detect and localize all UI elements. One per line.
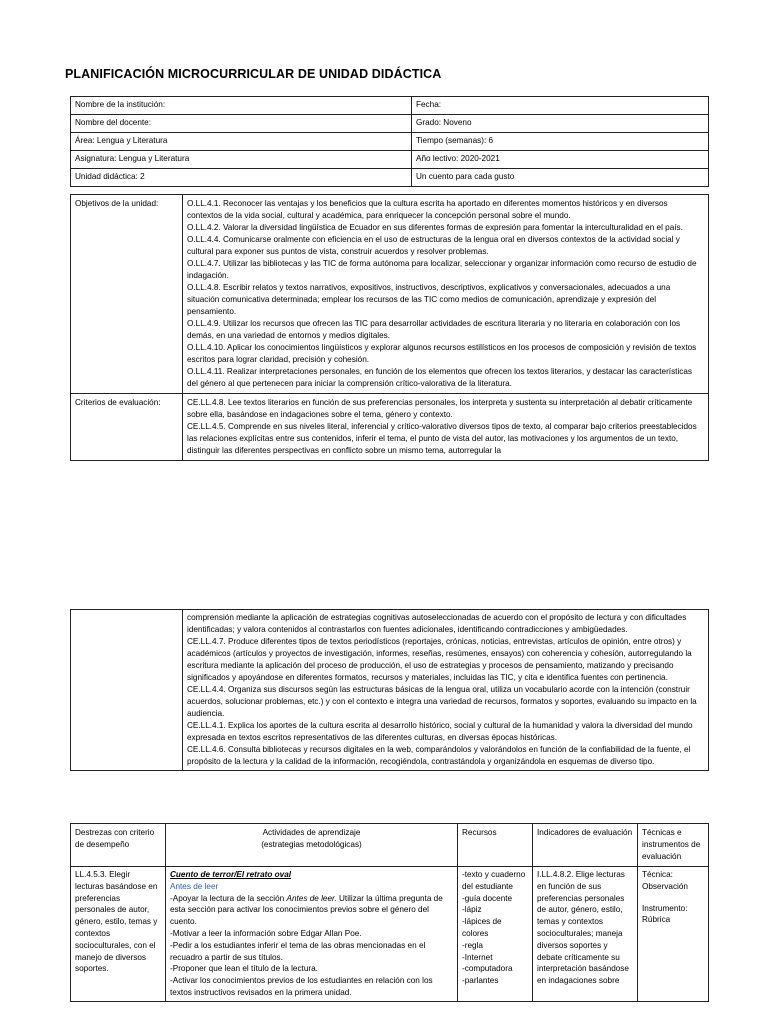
activity-line: -Pedir a los estudiantes inferir el tema de las obras mencionadas en el recuadro a partir de sus títulos. (170, 940, 426, 962)
resource-item: -lápiz (462, 905, 482, 915)
criteria-item: comprensión mediante la aplicación de estrategias cognitivas autoseleccionadas de acuerdo con el propósito de lectura y con dificultades identificadas; y valora contenidos al contrastarlos con fuentes adicionales, identificando contradicciones y ambigüedades. (187, 613, 687, 634)
criteria-label: Criterios de evaluación: (71, 394, 183, 461)
technique-label: Técnica: (642, 870, 673, 879)
time-cell: Tiempo (semanas): 6 (412, 133, 709, 151)
school-year-cell: Año lectivo: 2020-2021 (412, 151, 709, 169)
objective-item: O.LL.4.10. Aplicar los conocimientos lingüísticos y explorar algunos recursos estilísticos en los procesos de composición y revisión de textos escritos para lograr claridad, precisión y cohesión. (187, 343, 697, 364)
table-row (71, 867, 709, 1002)
grade-cell: Grado: Noveno (412, 115, 709, 133)
activity-line: -Motivar a leer la información sobre Edgar Allan Poe. (170, 928, 362, 938)
table-row (71, 394, 709, 461)
table-row (71, 169, 709, 187)
empty-label-cell (71, 610, 183, 771)
objectives-table (70, 194, 709, 461)
objective-item: O.LL.4.7. Utilizar las bibliotecas y las TIC de forma autónoma para localizar, seleccionar y organizar información como recurso de estudio de indagación. (187, 259, 697, 280)
resource-item: -guía docente (462, 893, 513, 903)
objective-item: O.LL.4.1. Reconocer las ventajas y los beneficios que la cultura escrita ha aportado en diferentes momentos históricos y en diversos contextos de la vida social, cultural y académica, para enriquecer la concepción personal sobre el mundo. (187, 199, 668, 220)
objective-item: O.LL.4.8. Escribir relatos y textos narrativos, expositivos, instructivos, descriptivos, explicativos y conversacionales, adecuados a una situación comunicativa determinada; emplear los recursos de las TIC como medios de comunicación, aprendizaje y expresión del pensamiento. (187, 283, 671, 316)
activity-subtitle: Antes de leer (170, 881, 219, 891)
objectives-label: Objetivos de la unidad: (71, 195, 183, 394)
header-actividades-line1: Actividades de aprendizaje (262, 828, 361, 837)
criteria-item: CE.LL.4.7. Produce diferentes tipos de textos periodísticos (reportajes, crónicas, noticias, entrevistas, artículos de opinión, entre otros) y académicos (artículos y proyectos de investigación, informes, reseñas, resúmenes, ensayos) con coherencia y cohesión, autorregulando la escritura mediante la aplicación del proceso de producción, el uso de estrategias y procesos de pensamiento, matizando y precisando significados y apoyándose en diferentes formatos, recursos y materiales, incluidas las TIC, y cita e identifica fuentes con pertinencia. (187, 637, 692, 682)
activity-line-emphasis: Antes de leer. (286, 893, 337, 903)
header-indicadores: Indicadores de evaluación (533, 824, 638, 867)
objective-item: O.LL.4.9. Utilizar los recursos que ofrecen las TIC para desarrollar actividades de escritura literaria y no literaria en colaboración con los demás, en una variedad de entornos y medios digitales. (187, 319, 681, 340)
resource-item: -parlantes (462, 976, 499, 986)
resource-item: -lápices de colores (462, 917, 502, 938)
criteria-continued-table (70, 609, 709, 771)
instrument-label: Instrumento: (642, 903, 688, 913)
header-tecnicas: Técnicas e instrumentos de evaluación (638, 824, 709, 867)
resource-item: -regla (462, 940, 483, 950)
table-row (71, 610, 709, 771)
header-actividades-line2: (estrategias metodológicas) (261, 840, 362, 849)
tecnicas-cell (638, 867, 709, 1002)
page-title: PLANIFICACIÓN MICROCURRICULAR DE UNIDAD DIDÁCTICA (65, 67, 442, 81)
activity-line: -Activar los conocimientos previos de los estudiantes en relación con los textos instructivos revisados en la primera unidad. (170, 976, 433, 997)
activity-line-text: Utilizar la última pregunta de esta sección para activar los conocimientos previos sobre el género del cuento. (170, 893, 443, 927)
activity-title: Cuento de terror/El retrato oval (170, 870, 292, 879)
subject-cell: Asignatura: Lengua y Literatura (71, 151, 412, 169)
criteria-continued-cell (183, 610, 709, 771)
activities-table (70, 823, 709, 1002)
criteria-item: CE.LL.4.6. Consulta bibliotecas y recursos digitales en la web, comparándolos y valorándolos en función de la confiabilidad de la fuente, el propósito de la lectura y la calidad de la información, recogiéndola, contrastándola y organizándola en esquemas de diverso tipo. (187, 745, 691, 766)
activity-line: -Proponer que lean el título de la lectura. (170, 964, 318, 974)
technique-value: Observación (642, 881, 688, 891)
table-row (71, 97, 709, 115)
table-row (71, 133, 709, 151)
date-cell: Fecha: (412, 97, 709, 115)
objective-item: O.LL.4.11. Realizar interpretaciones personales, en función de los elementos que ofrecen los textos literarios, y destacar las características del género al que pertenecen para iniciar la comprensión crítico-valorativa de la literatura. (187, 367, 693, 388)
criteria-item: CE.LL.4.8. Lee textos literarios en función de sus preferencias personales, los interpreta y sustenta su interpretación al debatir críticamente sobre ella, basándose en indagaciones sobre el tema, género y contexto. (187, 398, 693, 419)
unit-cell: Unidad didáctica: 2 (71, 169, 412, 187)
spacer (642, 893, 704, 903)
table-row (71, 151, 709, 169)
table-row (71, 115, 709, 133)
area-cell: Área: Lengua y Literatura (71, 133, 412, 151)
resource-item: -computadora (462, 964, 513, 974)
info-table (70, 96, 709, 187)
resource-item: -texto y cuaderno del estudiante (462, 870, 526, 891)
header-recursos: Recursos (458, 824, 533, 867)
header-actividades (166, 824, 458, 867)
indicador-cell: I.LL.4.8.2. Elige lecturas en función de sus preferencias personales de autor, género, estilo, temas y contextos socioculturales; maneja diversos soportes y debate críticamente su interpretación basándose en indagaciones sobre (533, 867, 638, 1002)
resource-item: -Internet (462, 952, 493, 962)
activity-line-text: -Apoyar la lectura de la sección (170, 893, 287, 903)
actividad-cell (166, 867, 458, 1002)
recursos-cell (458, 867, 533, 1002)
activity-line (170, 893, 453, 928)
teacher-cell: Nombre del docente: (71, 115, 412, 133)
criteria-item: CE.LL.4.5. Comprende en sus niveles literal, inferencial y crítico-valorativo diversos tipos de texto, al comparar bajo criterios preestablecidos las relaciones explícitas entre sus contenidos, inferir el tema, el punto de vista del autor, las motivaciones y los argumentos de un texto, distinguir las diferentes perspectivas en conflicto sobre un mismo tema, autorregular la (187, 422, 697, 455)
destreza-cell: LL.4.5.3. Elegir lecturas basándose en preferencias personales de autor, género, estilo, temas y contextos socioculturales, con el manejo de diversos soportes. (71, 867, 166, 1002)
objective-item: O.LL.4.2. Valorar la diversidad lingüística de Ecuador en sus diferentes formas de expresión para fomentar la interculturalidad en el país. (187, 223, 683, 232)
header-destrezas: Destrezas con criterio de desempeño (71, 824, 166, 867)
criteria-cell (183, 394, 709, 461)
institution-cell: Nombre de la institución: (71, 97, 412, 115)
criteria-item: CE.LL.4.1. Explica los aportes de la cultura escrita al desarrollo histórico, social y cultural de la humanidad y valora la diversidad del mundo expresada en textos escritos representativos de las diferentes culturas, en diversas épocas históricas. (187, 721, 693, 742)
instrument-value: Rúbrica (642, 915, 671, 925)
objective-item: O.LL.4.4. Comunicarse oralmente con eficiencia en el uso de estructuras de la lengua oral en diversos contextos de la actividad social y cultural para exponer sus puntos de vista, construir acuerdos y resolver problemas. (187, 235, 680, 256)
header-row (71, 824, 709, 867)
objectives-cell (183, 195, 709, 394)
criteria-item: CE.LL.4.4. Organiza sus discursos según las estructuras básicas de la lengua oral, utiliza un vocabulario acorde con la intención (construir acuerdos, solucionar problemas, etc.) y con el contexto e integra una variedad de recursos, formatos y soportes, evaluando su impacto en la audiencia. (187, 685, 697, 718)
table-row (71, 195, 709, 394)
unit-name-cell: Un cuento para cada gusto (412, 169, 709, 187)
